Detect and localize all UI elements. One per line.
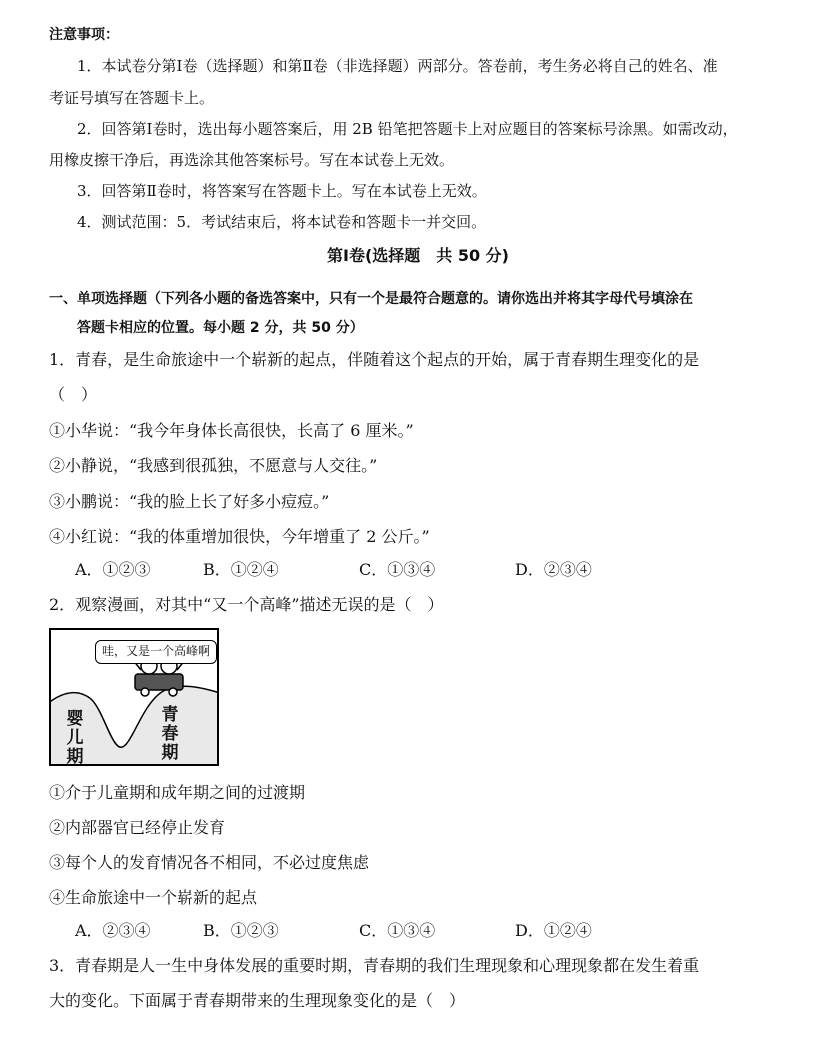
label-infancy xyxy=(65,710,85,766)
notice-item-3: 3．回答第Ⅱ卷时，将答案写在答题卡上。写在本试卷上无效。 xyxy=(77,182,487,200)
label-infancy-char-2: 儿 xyxy=(66,728,84,748)
q1-option-a[interactable]: A．①②③ xyxy=(75,560,151,579)
q1-option-c[interactable]: C．①③④ xyxy=(359,560,436,579)
notice-title: 注意事项： xyxy=(49,27,119,43)
q2-option-b[interactable]: B．①②③ xyxy=(203,921,279,940)
label-infancy-char-1: 婴 xyxy=(66,709,84,729)
q2-statement-3: ③每个人的发育情况各不相同，不必过度焦虑 xyxy=(49,853,370,872)
notice-item-1: 1．本试卷分第Ⅰ卷（选择题）和第Ⅱ卷（非选择题）两部分。答卷前，考生务必将自己的姓名、准 xyxy=(77,57,718,75)
q1-option-b[interactable]: B．①②④ xyxy=(203,560,279,579)
label-adolescence xyxy=(160,706,180,763)
notice-item-4: 4．测试范围：5．考试结束后，将本试卷和答题卡一并交回。 xyxy=(77,213,487,231)
section-title: 第Ⅰ卷(选择题 共 50 分) xyxy=(327,246,509,265)
q1-statement-3: ③小鹏说：“我的脸上长了好多小痘痘。” xyxy=(49,492,330,511)
q3-stem-line1: 3．青春期是人一生中身体发展的重要时期，青春期的我们生理现象和心理现象都在发生着重 xyxy=(49,956,700,975)
q1-statement-1: ①小华说：“我今年身体长高很快，长高了 6 厘米。” xyxy=(49,421,414,440)
q1-stem-line1: 1．青春，是生命旅途中一个崭新的起点，伴随着这个起点的开始，属于青春期生理变化的是 xyxy=(49,350,700,369)
q2-option-c[interactable]: C．①③④ xyxy=(359,921,436,940)
q2-stem: 2．观察漫画，对其中“又一个高峰”描述无误的是（ ） xyxy=(49,595,444,614)
q2-cartoon-image xyxy=(49,628,219,766)
q2-statement-1: ①介于儿童期和成年期之间的过渡期 xyxy=(49,783,306,802)
notice-item-1-cont: 考证号填写在答题卡上。 xyxy=(49,89,215,107)
q2-statement-4: ④生命旅途中一个崭新的起点 xyxy=(49,888,258,907)
q1-statement-2: ②小静说，“我感到很孤独，不愿意与人交往。” xyxy=(49,456,378,475)
notice-item-2: 2．回答第Ⅰ卷时，选出每小题答案后，用 2B 铅笔把答题卡上对应题目的答案标号涂黑。如需改动， xyxy=(77,120,738,138)
section-instruction-line2: 答题卡相应的位置。每小题 2 分，共 50 分） xyxy=(77,320,364,336)
q3-stem-line2: 大的变化。下面属于青春期带来的生理现象变化的是（ ） xyxy=(49,991,466,1010)
notice-item-2-cont: 用橡皮擦干净后，再选涂其他答案标号。写在本试卷上无效。 xyxy=(49,151,455,169)
q1-option-d[interactable]: D．②③④ xyxy=(515,560,592,579)
q2-option-d[interactable]: D．①②④ xyxy=(515,921,592,940)
label-adolescence-char-2: 春 xyxy=(161,724,179,744)
label-adolescence-char-1: 青 xyxy=(161,705,179,725)
q2-statement-2: ②内部器官已经停止发育 xyxy=(49,818,226,837)
q2-option-a[interactable]: A．②③④ xyxy=(75,921,151,940)
speech-bubble: 哇，又是一个高峰啊 xyxy=(95,640,217,664)
q1-statement-4: ④小红说：“我的体重增加很快，今年增重了 2 公斤。” xyxy=(49,527,430,546)
section-instruction-line1: 一、单项选择题（下列各小题的备选答案中，只有一个是最符合题意的。请你选出并将其字母代号填涂在 xyxy=(49,291,693,307)
q1-stem-line2: （ ） xyxy=(49,385,98,404)
label-adolescence-char-3: 期 xyxy=(161,743,179,763)
label-infancy-char-3: 期 xyxy=(66,747,84,766)
